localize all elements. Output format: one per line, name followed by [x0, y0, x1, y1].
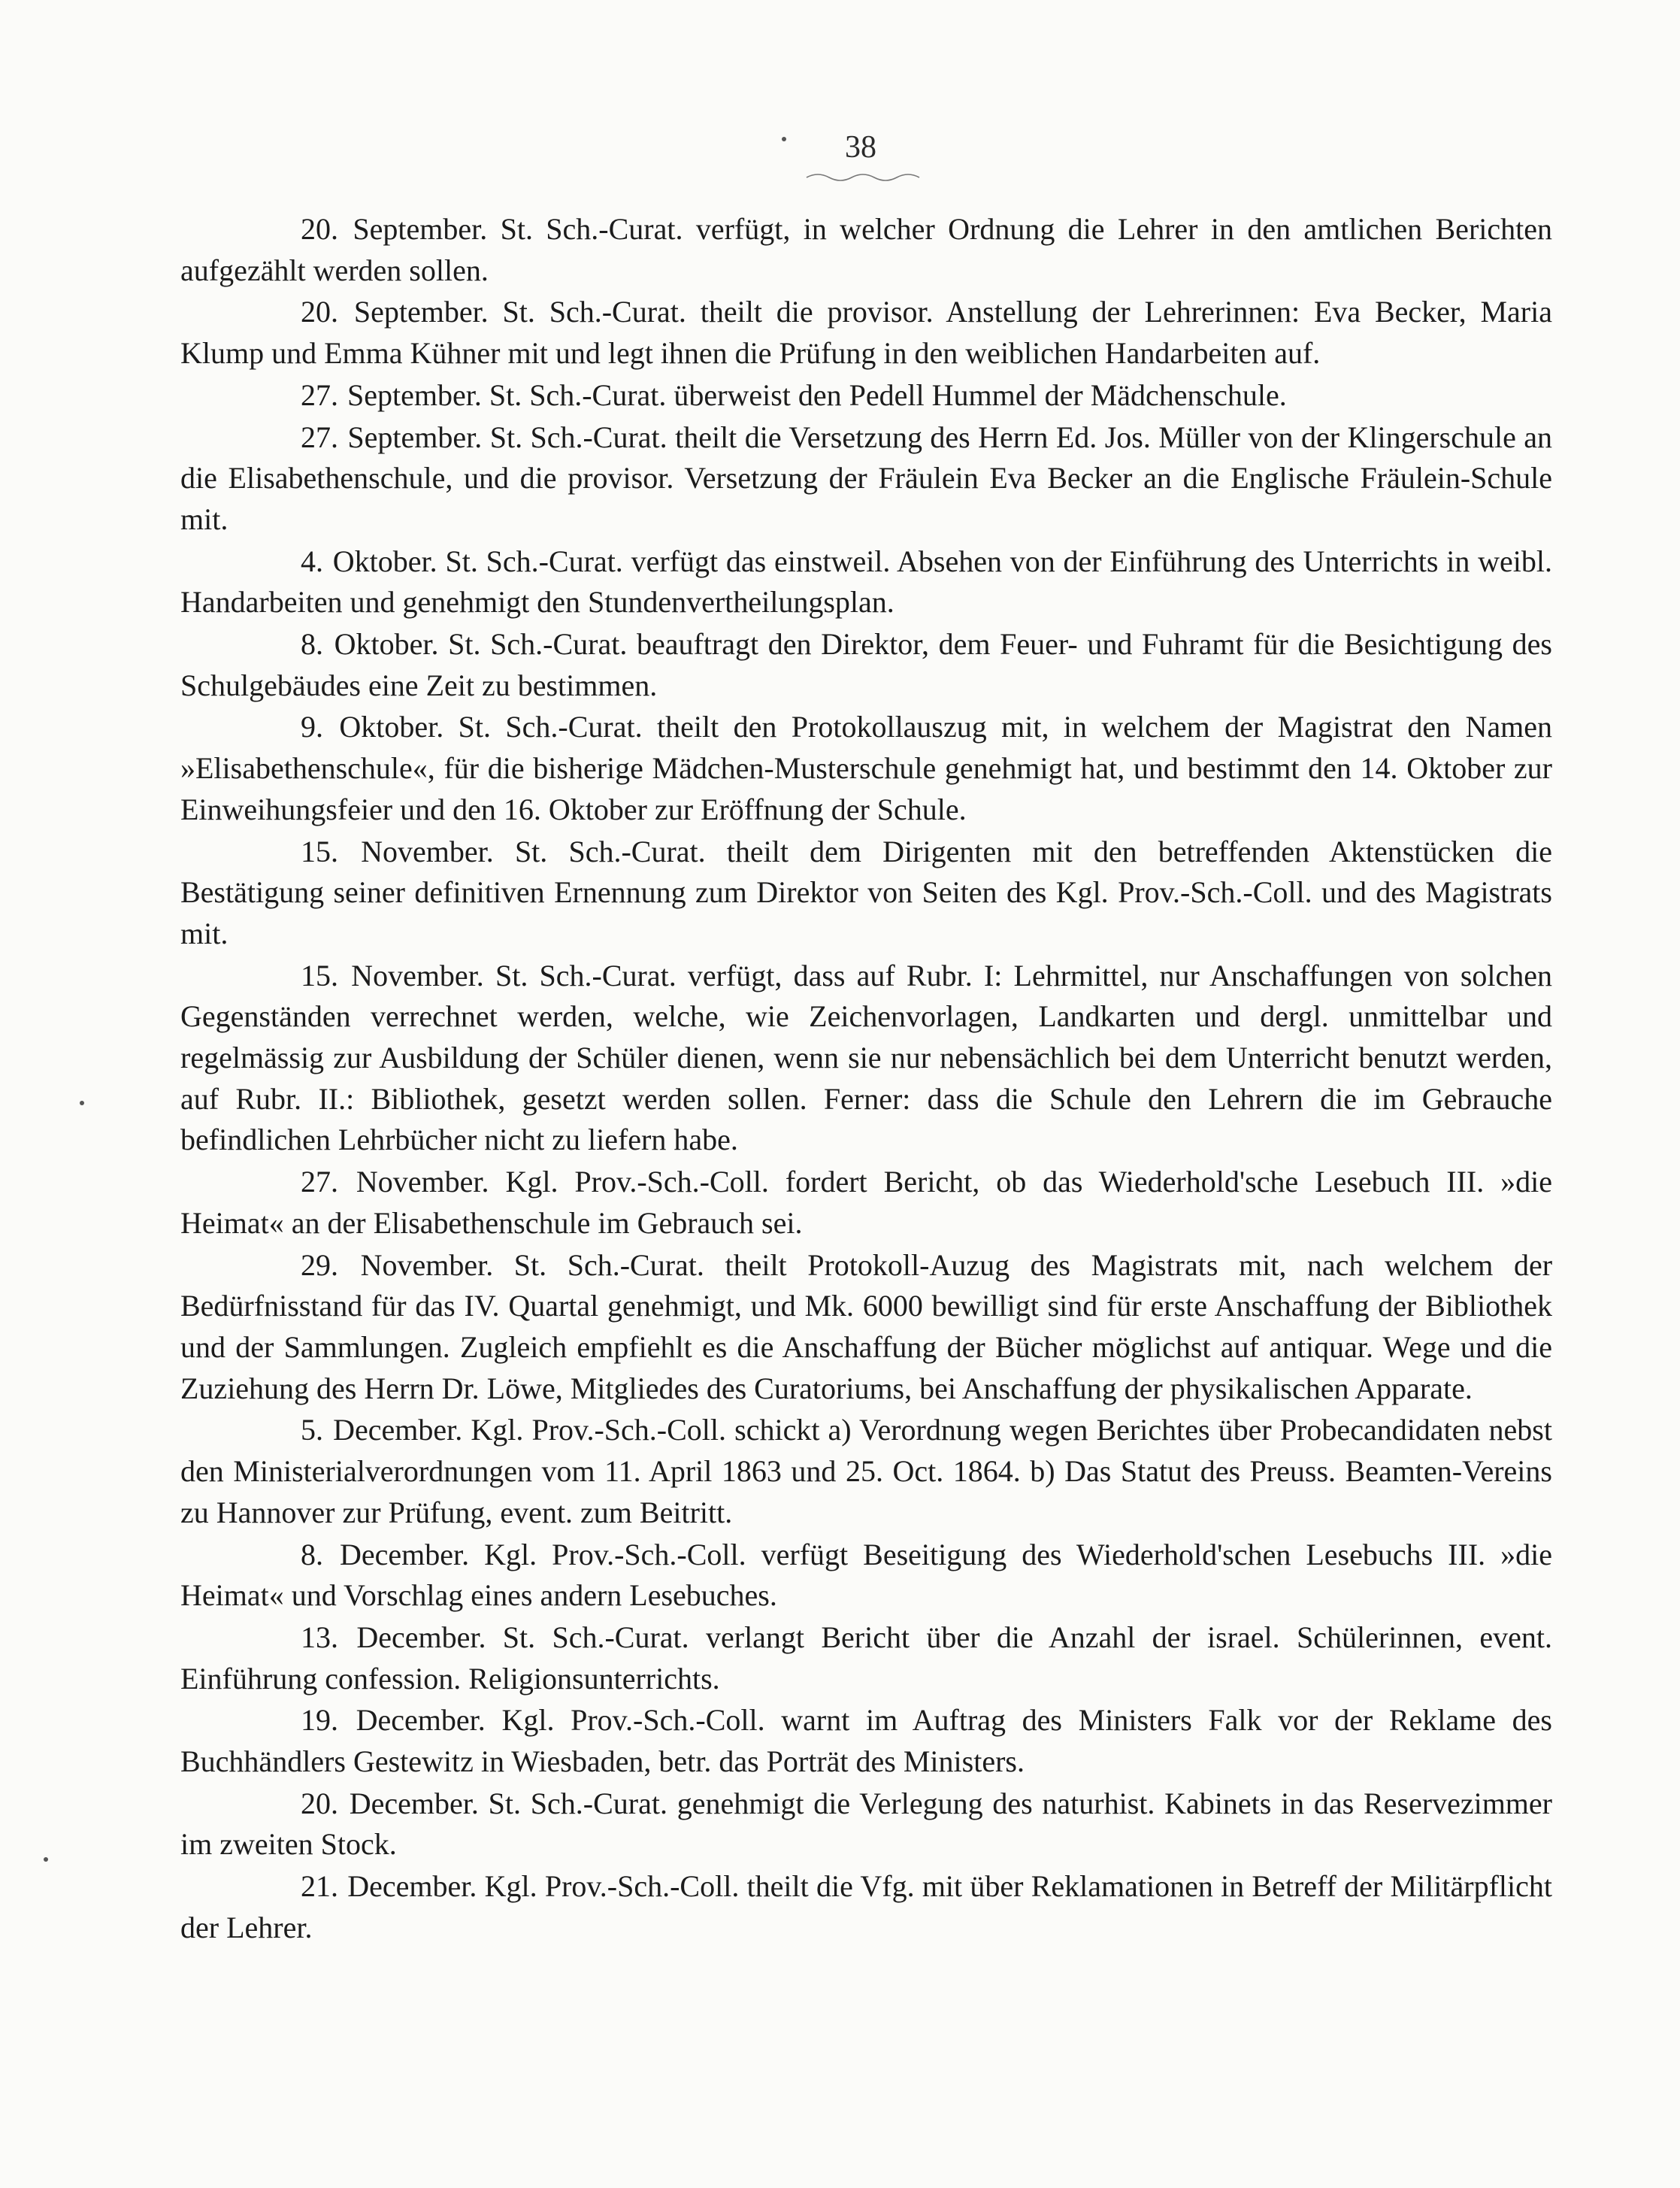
- entry-text: St. Sch.-Curat. verfügt das einstweil. Absehen von der Einführung des Unterrichts in weibl. Handarbeiten und genehmigt den Stundenvertheilungsplan.: [180, 544, 1553, 620]
- entry: [180, 1783, 1552, 1865]
- entry-date: 19. December.: [301, 1703, 486, 1738]
- entry: [180, 1617, 1552, 1699]
- entry-text: St. Sch.-Curat. genehmigt die Verlegung des naturhist. Kabinets in das Reservezimmer im zweiten Stock.: [180, 1786, 1552, 1862]
- entry-date: 13. December.: [301, 1620, 486, 1654]
- entry-text: Kgl. Prov.-Sch.-Coll. theilt die Vfg. mit über Reklamationen in Betreff der Militärpflicht der Lehrer.: [180, 1869, 1552, 1944]
- entry: [180, 375, 1552, 417]
- entry-text: St. Sch.-Curat. theilt die provisor. Anstellung der Lehrerinnen: Eva Becker, Maria Klump und Emma Kühner mit und legt ihnen die Prüfung in den weiblichen Handarbeiten auf.: [180, 295, 1552, 371]
- entry: [180, 1700, 1552, 1782]
- entry-text: St. Sch.-Curat. theilt die Versetzung des Herrn Ed. Jos. Müller von der Klingerschule an die Elisabethenschule, und die provisor. Versetzung der Fräulein Eva Becker an die Englische Fräulein-Schule mit.: [180, 420, 1552, 536]
- entry-text: St. Sch.-Curat. überweist den Pedell Hummel der Mädchenschule.: [489, 377, 1287, 412]
- entry-text: St. Sch.-Curat. theilt dem Dirigenten mit den betreffenden Aktenstücken die Bestätigung seiner definitiven Ernennung zum Direktor von Seiten des Kgl. Prov.-Sch.-Coll. und des Magistrats mit.: [180, 834, 1553, 950]
- page-number: 38: [845, 130, 876, 165]
- entry-date: 4. Oktober.: [301, 544, 437, 578]
- entry: [180, 707, 1552, 830]
- entry-date: 27. November.: [301, 1165, 489, 1199]
- entry-date: 20. December.: [301, 1786, 479, 1820]
- entry-date: 20. September.: [301, 212, 488, 246]
- entry: [180, 292, 1552, 374]
- entry-date: 21. December.: [301, 1869, 477, 1904]
- entry-date: 5. December.: [301, 1413, 463, 1447]
- entry: [180, 1866, 1552, 1948]
- entry-text: St. Sch.-Curat. beauftragt den Direktor, dem Feuer- und Fuhramt für die Besichtigung des Schulgebäudes eine Zeit zu bestimmen.: [180, 627, 1552, 702]
- entry-text: Kgl. Prov.-Sch.-Coll. verfügt Beseitigung des Wiederhold'schen Lesebuchs III. »die Heimat« und Vorschlag eines andern Lesebuches.: [180, 1537, 1552, 1613]
- entry-text: Kgl. Prov.-Sch.-Coll. schickt a) Verordnung wegen Berichtes über Probecandidaten nebst den Ministerialverordnungen vom 11. April 1863 und 25. Oct. 1864. b) Das Statut des Preuss. Beamten-Vereins zu Hannover zur Prüfung, event. zum Beitritt.: [180, 1413, 1552, 1529]
- entry: [180, 209, 1552, 291]
- entry-text: St. Sch.-Curat. theilt den Protokollauszug mit, in welchem der Magistrat den Namen »Elisabethenschule«, für die bisherige Mädchen-Musterschule genehmigt hat, und bestimmt den 14. Oktober zur Einweihungsfeier und den 16. Oktober zur Eröffnung der Schule.: [180, 710, 1553, 826]
- entry-date: 9. Oktober.: [301, 710, 444, 744]
- entry-text: St. Sch.-Curat. verfügt, in welcher Ordnung die Lehrer in den amtlichen Berichten aufgezählt werden sollen.: [180, 212, 1552, 287]
- entry-date: 15. November.: [301, 834, 494, 868]
- entry-text: Kgl. Prov.-Sch.-Coll. warnt im Auftrag des Ministers Falk vor der Reklame des Buchhändlers Gestewitz in Wiesbaden, betr. das Porträt des Ministers.: [180, 1703, 1552, 1779]
- entry: [180, 1245, 1552, 1410]
- entry: [180, 956, 1552, 1162]
- print-speck: [44, 1857, 48, 1862]
- entry-date: 29. November.: [301, 1247, 494, 1282]
- entry-date: 8. Oktober.: [301, 627, 439, 662]
- entry-date: 8. December.: [301, 1537, 470, 1571]
- entry-text: St. Sch.-Curat. verfügt, dass auf Rubr. I: Lehrmittel, nur Anschaffungen von solchen Gegenständen verrechnet werden, welche, wie Zeichenvorlagen, Landkarten und dergl. unmittelbar und regelmässig zur Ausbildung der Schüler dienen, wenn sie nur nebensächlich bei dem Unterricht benutzt werden, auf Rubr. II.: Bibliothek, gesetzt werden sollen. Ferner: dass die Schule den Lehrern die im Gebrauche befindlichen Lehrbücher nicht zu liefern habe.: [180, 958, 1553, 1157]
- entry-date: 15. November.: [301, 958, 484, 992]
- entry: [180, 624, 1552, 706]
- entry-text: Kgl. Prov.-Sch.-Coll. fordert Bericht, ob das Wiederhold'sche Lesebuch III. »die Heimat« an der Elisabethenschule im Gebrauch sei.: [180, 1165, 1552, 1240]
- entry-date: 20. September.: [301, 295, 489, 329]
- entry: [180, 832, 1552, 955]
- entry-text: St. Sch.-Curat. verlangt Bericht über die Anzahl der israel. Schülerinnen, event. Einführung confession. Religionsunterrichts.: [180, 1620, 1553, 1696]
- entry-text: St. Sch.-Curat. theilt Protokoll-Auzug des Magistrats mit, nach welchem der Bedürfnisstand für das IV. Quartal genehmigt, und Mk. 6000 bewilligt sind für erste Anschaffung der Bibliothek und der Sammlungen. Zugleich empfiehlt es die Anschaffung der Bücher möglichst auf antiquar. Wege und die Zuziehung des Herrn Dr. Löwe, Mitgliedes des Curatoriums, bei Anschaffung der physikalischen Apparate.: [180, 1247, 1553, 1405]
- entry: [180, 1535, 1552, 1617]
- entry: [180, 541, 1552, 623]
- print-speck: [80, 1101, 84, 1105]
- body-text: [180, 209, 1552, 1949]
- entry-date: 27. September.: [301, 377, 482, 412]
- entry-date: 27. September.: [301, 420, 483, 454]
- print-speck: [782, 137, 786, 141]
- entry: [180, 1410, 1552, 1533]
- ornament-flourish: [803, 168, 923, 183]
- entry: [180, 417, 1552, 541]
- entry: [180, 1162, 1552, 1244]
